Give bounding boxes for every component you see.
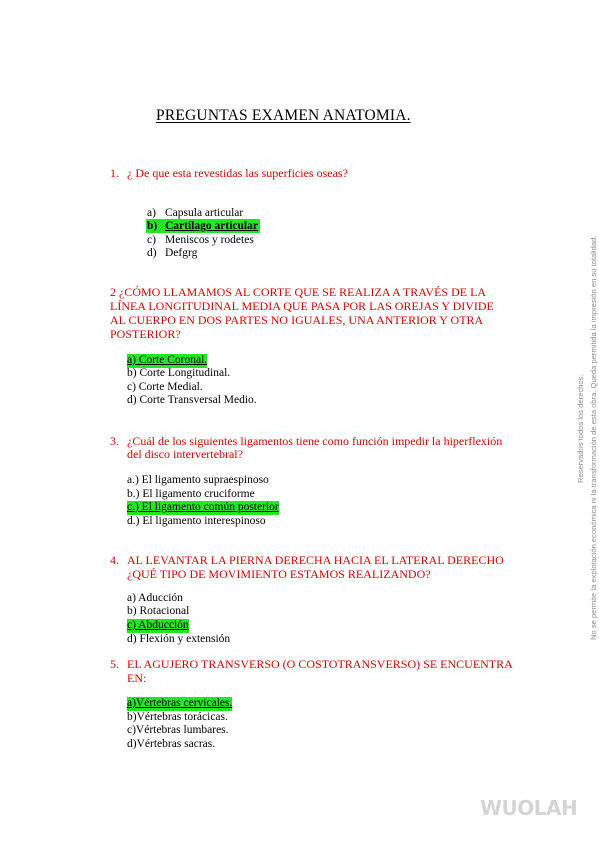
q4-option-a: a) Aducción <box>127 592 183 604</box>
question-1-number: 1. <box>110 166 119 180</box>
q1-option-c: Meniscos y rodetes <box>165 234 254 246</box>
q4-option-c: c) Abducción <box>127 619 189 631</box>
question-4-number: 4. <box>110 553 119 567</box>
q2-option-a: a) Corte Coronal. <box>127 354 208 366</box>
q1-option-b: Cartílago articular <box>165 220 258 232</box>
q2-option-b: b) Corte Longitudinal. <box>127 367 231 379</box>
q2-option-c: c) Corte Medial. <box>127 381 203 393</box>
q1-option-d-letter: d) <box>147 247 157 259</box>
question-5-number: 5. <box>110 657 119 671</box>
question-5-line: EL AGUJERO TRANSVERSO (O COSTOTRANSVERSO) SE ENCUENTRA <box>127 657 513 671</box>
q5-option-c: c)Vértebras lumbares. <box>127 724 229 736</box>
question-2-line: POSTERIOR? <box>110 327 181 341</box>
wuolah-logo: WUOLAH <box>480 796 578 820</box>
rights-notice: Reservados todos los derechos. <box>576 374 585 483</box>
q5-option-a: a)Vértebras cervicales. <box>127 697 233 709</box>
question-4-line: ¿QUÉ TIPO DE MOVIMIENTO ESTAMOS REALIZANDO? <box>127 567 431 581</box>
q1-option-c-letter: c) <box>147 234 156 246</box>
q4-option-d: d) Flexión y extensión <box>127 633 231 645</box>
question-2-line: AL CUERPO EN DOS PARTES NO IGUALES, UNA ANTERIOR Y OTRA <box>110 313 484 327</box>
q1-option-d: Defgrg <box>165 247 198 259</box>
q1-option-a-letter: a) <box>147 207 156 219</box>
question-3-number: 3. <box>110 434 119 448</box>
q1-option-a: Capsula articular <box>165 207 244 219</box>
q3-option-a: a.) El ligamento supraespinoso <box>127 474 269 486</box>
q2-option-d: d) Corte Transversal Medio. <box>127 394 257 406</box>
q1-option-b-letter: b) <box>147 220 158 232</box>
question-2-line: LÍNEA LONGITUDINAL MEDIA QUE PASA POR LAS OREJAS Y DIVIDE <box>110 299 494 313</box>
question-3-line: ¿Cuál de los siguientes ligamentos tiene como función impedir la hiperflexión <box>127 434 503 448</box>
page-title: PREGUNTAS EXAMEN ANATOMIA. <box>156 107 411 124</box>
question-4-line: AL LEVANTAR LA PIERNA DERECHA HACIA EL LATERAL DERECHO <box>127 553 504 567</box>
q3-option-d: d.) El ligamento interespinoso <box>127 515 266 527</box>
question-2-line: 2 ¿CÓMO LLAMAMOS AL CORTE QUE SE REALIZA A TRAVÉS DE LA <box>110 285 487 299</box>
question-3-line: del disco intervertebral? <box>127 447 243 461</box>
rights-notice-detail: No se permite la explotación económica ni la transformación de esta obra. Queda permitida la impresión en su totalidad. <box>589 235 598 640</box>
q3-option-c: c.) El ligamento común posterior <box>127 501 279 513</box>
q5-option-d: d)Vértebras sacras. <box>127 738 216 750</box>
q3-option-b: b.) El ligamento cruciforme <box>127 488 255 500</box>
question-5-line: EN: <box>127 671 147 685</box>
question-1-text: ¿ De que esta revestidas las superficies oseas? <box>127 166 348 180</box>
q4-option-b: b) Rotacional <box>127 605 190 617</box>
q5-option-b: b)Vértebras torácicas. <box>127 711 228 723</box>
